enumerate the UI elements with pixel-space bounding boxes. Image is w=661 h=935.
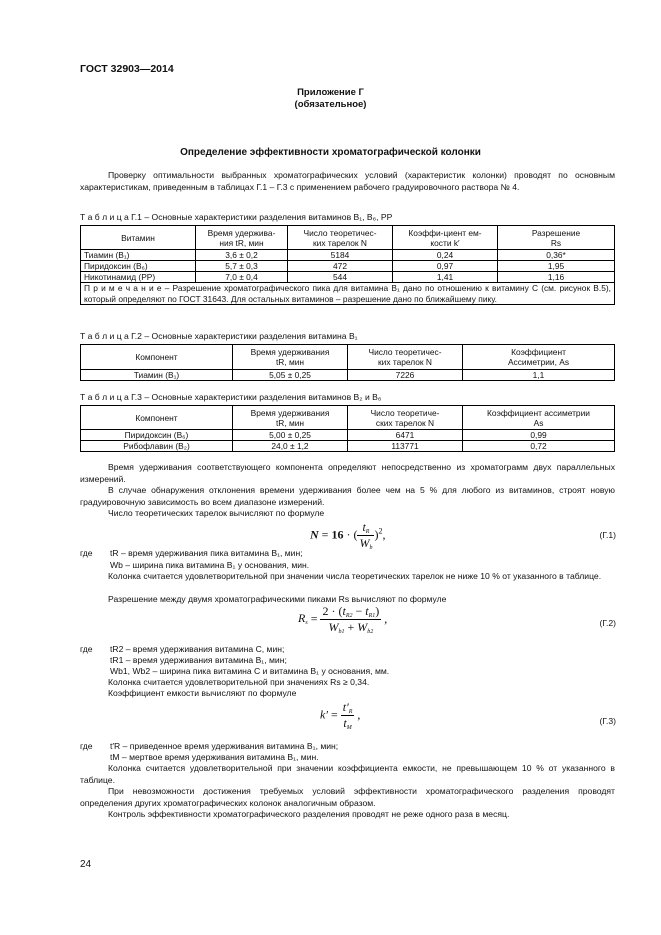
table-cell: 544 (288, 272, 393, 283)
paragraph-8: Колонка считается удовлетворительной при значении коэффициента емкости, не превышающем 10 % от указанного в таблице. (80, 763, 615, 785)
table-cell: 24,0 ± 1,2 (233, 441, 348, 452)
intro-paragraph: Проверку оптимальности выбранных хроматографических условий (характеристик колонки) проводят по основным характеристикам, приведенным в таблицах Г.1 – Г.3 с применением рабочего градуировочного раствора № 4. (80, 170, 615, 192)
where-label-2: где (80, 644, 93, 654)
table-cell: 5184 (288, 250, 393, 261)
paragraph-2: В случае обнаружения отклонения времени удерживания более чем на 5 % для любого из витаминов, строят новую градуировочную зависимость во всем диапазоне измерений. (80, 485, 615, 507)
table3-header-plates: Число теоретиче- ских тарелок N (348, 406, 463, 430)
where-3a: t′R – приведенное время удерживания витамина B₁, мин; (110, 741, 339, 751)
paragraph-9: При невозможности достижения требуемых условий эффективности хроматографического разделения проводят определения других хроматографических колонок аналогичным образом. (80, 786, 615, 808)
table-row (81, 441, 615, 452)
formula-1: N = 16 · ( $\frac{t_R}{W_b}$ )$^2$, (310, 520, 386, 551)
appendix-title: Приложение Г (297, 87, 364, 98)
where-label-1: где (80, 548, 93, 558)
table-cell: Рибофлавин (B₂) (81, 441, 233, 452)
table2-header-component: Компонент (81, 345, 233, 370)
table-cell: Пиридоксин (B₆) (81, 430, 233, 441)
paragraph-3: Число теоретических тарелок вычисляют по формуле (108, 508, 325, 518)
paragraph-4: Колонка считается удовлетворительной при значении числа теоретических тарелок не ниже 10 % от указанного в таблице. (108, 571, 602, 581)
table-cell: Пиридоксин (B₆) (81, 261, 196, 272)
table-row (81, 272, 615, 283)
table1-header-capacity: Коэффи-циент ем- кости k′ (393, 226, 498, 250)
formula-3-number: (Г.3) (599, 716, 616, 726)
formula-2-number: (Г.2) (599, 618, 616, 628)
table-cell: 5,7 ± 0,3 (196, 261, 288, 272)
table-cell: 6471 (348, 430, 463, 441)
where-label-3: где (80, 741, 93, 751)
table1-header-plates: Число теоретичес- ких тарелок N (288, 226, 393, 250)
table-row (81, 261, 615, 272)
paragraph-6: Колонка считается удовлетворительной при значениях Rs ≥ 0,34. (108, 677, 370, 687)
paragraph-10: Контроль эффективности хроматографического разделения проводят не реже одного раза в месяц. (108, 809, 510, 819)
paragraph-7: Коэффициент емкости вычисляют по формуле (108, 688, 297, 698)
table1-note (81, 283, 615, 305)
table-cell: 3,6 ± 0,2 (196, 250, 288, 261)
formula-3: k′ = $\frac{t'_R}{t_M}$ , (320, 700, 361, 731)
paragraph-5: Разрешение между двумя хроматографическими пиками Rs вычисляют по формуле (108, 594, 447, 604)
page-number: 24 (80, 859, 92, 870)
where-2b: tR1 – время удерживания витамина B₁, мин; (110, 655, 287, 665)
appendix-status: (обязательное) (294, 99, 367, 110)
table-cell: 7,0 ± 0,4 (196, 272, 288, 283)
table-cell: 5,00 ± 0,25 (233, 430, 348, 441)
table1-note-row (81, 283, 615, 305)
table3-header-component: Компонент (81, 406, 233, 430)
section-title: Определение эффективности хроматографической колонки (180, 147, 481, 158)
table2-header-time: Время удерживания tR, мин (233, 345, 348, 370)
table-cell: 1,95 (498, 261, 615, 272)
table3-header-asymmetry: Коэффициент ассиметрии As (463, 406, 615, 430)
table-cell: 0,24 (393, 250, 498, 261)
table2-header-plates: Число теоретичес- ких тарелок N (348, 345, 463, 370)
note-text: – Разрешение хроматографического пика для витамина B₁ дано по отношению к витамину C (см. рисунок B.5), который определяют по ГОСТ 31643. Для остальных витаминов – разрешение дано по ближайшему пику. (84, 283, 611, 304)
table-row (81, 250, 615, 261)
table2 (80, 344, 615, 381)
note-label: П р и м е ч а н и е (84, 283, 162, 293)
table-cell: 1,41 (393, 272, 498, 283)
table-cell: 1,16 (498, 272, 615, 283)
table-cell: 1,1 (463, 370, 615, 381)
formula-1-number: (Г.1) (599, 530, 616, 540)
table-cell: 0,72 (463, 441, 615, 452)
table-cell: Тиамин (B₁) (81, 250, 196, 261)
where-3b: tM – мертвое время удерживания витамина B₁, мин. (110, 752, 319, 762)
table-cell: 0,97 (393, 261, 498, 272)
table-cell: 472 (288, 261, 393, 272)
where-1a: tR – время удерживания пика витамина B₁, мин; (110, 548, 303, 558)
table1-header-vitamin: Витамин (81, 226, 196, 250)
table-cell: 0,99 (463, 430, 615, 441)
where-1b: Wb – ширина пика витамина B₁ у основания, мин. (110, 560, 310, 570)
table2-header-asymmetry: Коэффициент Ассиметрии, As (463, 345, 615, 370)
table-cell: 7226 (348, 370, 463, 381)
table3 (80, 405, 615, 452)
table2-caption: Т а б л и ц а Г.2 – Основные характеристики разделения витамина B₁ (80, 331, 358, 341)
table-cell: Тиамин (B₁) (81, 370, 233, 381)
formula-2: $R_s$ = $\frac{2 \cdot (t_{R2} - t_{R1})}{W_{b1} + W_{b2}}$ , (298, 604, 388, 635)
table1-header-resolution: Разрешение Rs (498, 226, 615, 250)
document-header: ГОСТ 32903—2014 (80, 63, 174, 75)
table1 (80, 225, 615, 305)
where-2c: Wb1, Wb2 – ширина пика витамина C и витамина B₁ у основания, мм. (110, 666, 390, 676)
table1-caption: Т а б л и ц а Г.1 – Основные характеристики разделения витаминов B₁, B₆, PP (80, 212, 393, 222)
table-cell: Никотинамид (PP) (81, 272, 196, 283)
table3-header-time: Время удерживания tR, мин (233, 406, 348, 430)
table-cell: 113771 (348, 441, 463, 452)
table-row (81, 430, 615, 441)
table3-caption: Т а б л и ц а Г.3 – Основные характеристики разделения витаминов B₂ и B₆ (80, 392, 382, 402)
where-2a: tR2 – время удерживания витамина C, мин; (110, 644, 285, 654)
paragraph-1: Время удерживания соответствующего компонента определяют непосредственно из хроматограмм двух параллельных измерений. (80, 462, 615, 484)
table1-header-time: Время удержива- ния tR, мин (196, 226, 288, 250)
table-row (81, 370, 615, 381)
table-cell: 0,36* (498, 250, 615, 261)
table-cell: 5,05 ± 0,25 (233, 370, 348, 381)
